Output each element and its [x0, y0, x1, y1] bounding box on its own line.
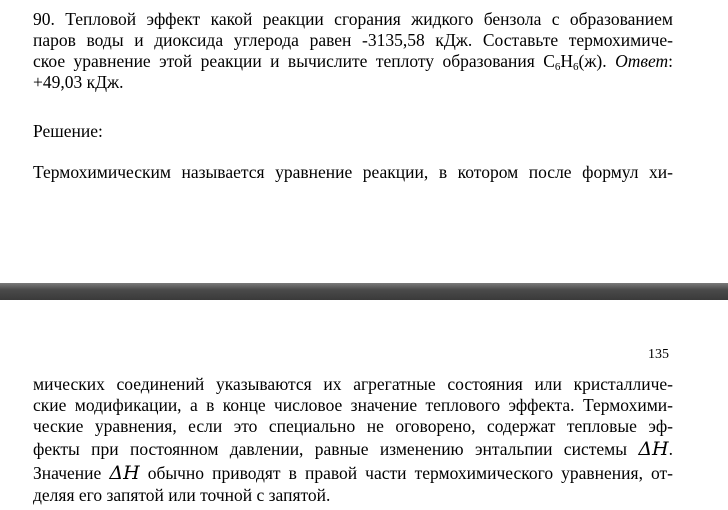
problem-line-1: 90. Тепловой эффект какой реакции сгорания жидкого бензола с образованием — [33, 9, 673, 29]
page-break-divider — [0, 283, 728, 300]
answer-label: Ответ — [615, 51, 669, 71]
problem-answer-value: +49,03 кДж. — [33, 72, 124, 92]
delta-h-symbol-inline: ΔH — [109, 462, 140, 484]
paragraph-line-1: Термохимическим называется уравнение реакции, в котором после формул хи- — [33, 162, 673, 182]
paragraph-line-6: Значение ΔH обычно приводят в правой части термохимического уравнения, от- — [33, 462, 674, 484]
delta-h-symbol: ΔH — [638, 438, 669, 460]
paragraph-line-3: ские модификации, а в конце числовое значение теплового эффекта. Термохими- — [33, 395, 673, 415]
page-number: 135 — [648, 347, 669, 362]
page-bottom — [0, 300, 728, 510]
problem-line-3: ское уравнение этой реакции и вычислите теплоту образования $C_6H_6(ж)$. Ответ: — [33, 51, 673, 73]
paragraph-line-2: мических соединений указываются их агрегатные состояния или кристалличе- — [33, 374, 673, 394]
paragraph-line-4: ческие уравнения, если это специально не оговорено, содержат тепловые эф- — [33, 416, 673, 436]
paragraph-line-5: фекты при постоянном давлении, равные изменению энтальпии системы ΔH. — [33, 438, 673, 460]
paragraph-line-7: деляя его запятой или точной с запятой. — [33, 485, 331, 505]
problem-line-2: паров воды и диоксида углерода равен -3135,58 кДж. Составьте термохимиче- — [33, 30, 673, 50]
solution-heading: Решение: — [33, 121, 103, 141]
